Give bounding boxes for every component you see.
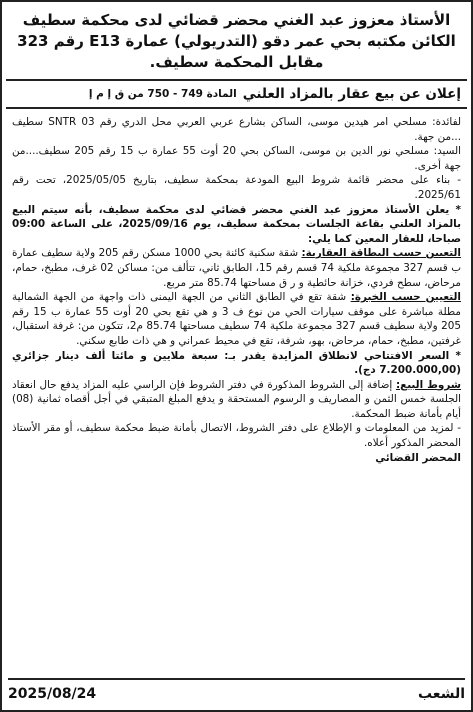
land-registry-text: شقة سكنية كائنة بحي 1000 مسكن رقم 205 ولاية سطيف عمارة ب قسم 327 مجموعة ملكية 74 قسم رقم 15، الطابق ثاني، تتألف من: مساكن 02 غرف، مطبخ، حمام، مرحاض، سطح فردي، خزانة حائطية و ر ق مساحتها 85.74 متر مربع. <box>12 247 462 289</box>
publication-footer <box>8 678 465 702</box>
signature: المحضر القضائي <box>375 451 461 464</box>
expertise-description <box>12 290 461 348</box>
legal-reference: المادة 749 - 750 من ق إ م إ <box>88 88 237 100</box>
sale-conditions-text: إضافة إلى الشروط المذكورة في دفتر الشروط فإن الراسي عليه المزاد يدفع حال انعقاد الجلسة خمس الثمن و المصاريف و الرسوم المستحقة و يدفع المبلغ المتبقي في أجل أقصاه ثمانية (08) أيام بأمانة ضبط المحكمة. <box>12 378 461 420</box>
sale-conditions-label: شروط البيع: <box>395 378 462 391</box>
expertise-label: التعيين حسب الخبرة: <box>350 291 461 304</box>
notice-header <box>2 2 471 79</box>
auction-announcement: * يعلن الأستاذ معزوز عبد الغني محضر قضائي لدى محكمة سطيف، بأنه سيتم البيع بالمزاد العلني بقاعة الجلسات بمحكمة سطيف، يوم 2025/09/16، على الساعة 09:00 صباحا، للعقار المعين كما يلي: <box>12 203 461 245</box>
expertise-text: شقة تقع في الطابق الثاني من الجهة اليمنى ذات واجهة من الجهة الشمالية مطلة مباشرة على موقف سيارات الحي من نوع ف 3 و هي تقع بحي 20 أوت 55 عمارة ب 15 رقم 205 ولاية سطيف قسم 327 مجموعة ملكية 74 سطيف مساحتها 85.74 م2، تتكون من: غرفة استقبال، غرفتين، مطبخ، حمام، مرحاض، بهو، شرفة، تقع في محيط عمراني و هي ذات طابع سكني. <box>12 291 462 347</box>
contact-info: - لمزيد من المعلومات و الإطلاع على دفتر الشروط، الاتصال بأمانة ضبط محكمة سطيف، أو مقر الأستاذ المحضر المذكور أعلاه. <box>12 422 461 450</box>
publication-name: الشعب <box>417 686 465 702</box>
office-location-line: مقابل المحكمة سطيف. <box>149 53 324 71</box>
land-registry-description <box>12 246 461 290</box>
publication-date: 2025/08/24 <box>8 686 97 702</box>
notice-title: إعلان عن بيع عقار بالمزاد العلني <box>242 86 461 102</box>
beneficiary-paragraph: لفائدة: مسلحي امر هيدين موسى، الساكن بشارع عربي العربي محل الدري رقم 03 SNTR سطيف ...من جهة. <box>12 116 461 143</box>
land-registry-label: التعيين حسب البطاقة العقارية: <box>301 247 461 260</box>
office-address-line: الكائن مكتبه بحي عمر دقو (التدريولي) عمارة E13 رقم 323 <box>17 32 456 50</box>
debtor-paragraph: السيد: مسلحي نور الدين بن موسى، الساكن بحي 20 أوت 55 عمارة ب 15 رقم 205 سطيف....من جهة أخرى. <box>12 145 461 172</box>
bailiff-name-line: الأستاذ معزوز عبد الغني محضر قضائي لدى محكمة سطيف <box>22 11 451 29</box>
conditions-file-paragraph: - بناء على محضر قائمة شروط البيع المودعة بمحكمة سطيف، بتاريخ 2025/05/05، تحت رقم 2025/61. <box>12 174 461 201</box>
sale-conditions <box>12 378 461 422</box>
notice-body <box>2 109 471 465</box>
opening-price: * السعر الافتتاحي لانطلاق المزايدة يقدر بـ: سبعة ملايين و مائتا ألف دينار جزائري (7.200.000,00 دج). <box>12 349 461 377</box>
notice-title-banner <box>6 79 467 109</box>
